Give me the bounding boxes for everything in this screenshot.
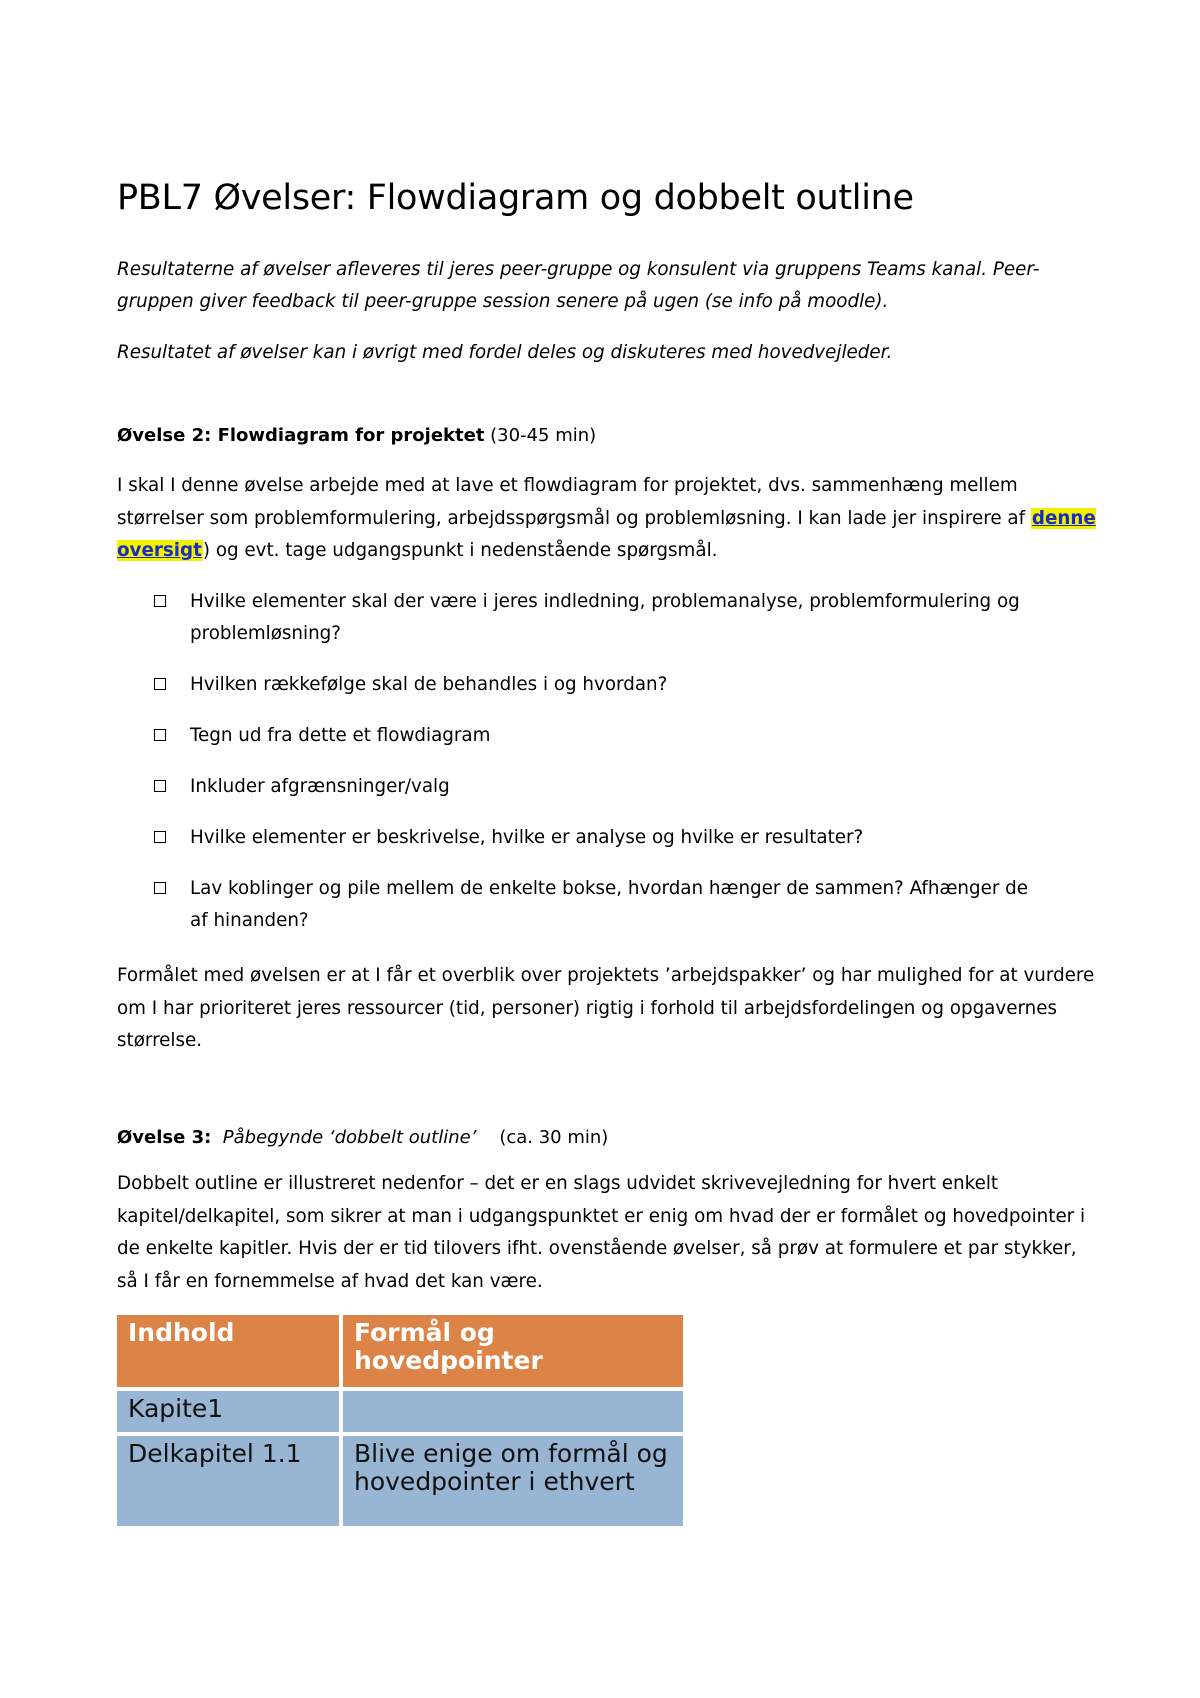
checklist-item [154,586,1034,650]
exercise-2-body-text: I skal I denne øvelse arbejde med at lave et flowdiagram for projektet, dvs. sammenhæng mellem størrelser som problemformulering, arbejdsspørgsmål og problemløsning. I kan lade jer inspirere af [117,475,1031,529]
exercise-3-heading [117,1127,608,1148]
table-header-formaal: Formål og hovedpointer [343,1315,683,1387]
table-row [117,1391,683,1432]
exercise-3-heading-duration: (ca. 30 min) [499,1127,609,1148]
exercise-2-purpose: Formålet med øvelsen er at I får et overblik over projektets ’arbejdspakker’ og har mulighed for at vurdere om I har prioriteret jeres ressourcer (tid, personer) rigtig i forhold til arbejdsfordelingen og opgavernes størrelse. [117,965,1095,1051]
checkbox-icon[interactable] [154,729,166,741]
table-cell [343,1391,683,1432]
checklist-item-label: Hvilke elementer skal der være i jeres indledning, problemanalyse, problemformulering og problemløsning? [190,591,1020,644]
checkbox-icon[interactable] [154,780,166,792]
exercise-2-heading [117,425,596,446]
checklist-item-label: Inkluder afgrænsninger/valg [190,776,450,797]
table-cell: Delkapitel 1.1 [117,1436,339,1526]
intro-paragraph-1: Resultaterne af øvelser afleveres til jeres peer-gruppe og konsulent via gruppens Teams kanal. Peer-gruppen giver feedback til peer-gruppe session senere på ugen (se info på moodle). [117,259,1040,312]
checklist-item-label: Hvilken rækkefølge skal de behandles i og hvordan? [190,674,668,695]
exercise-2-body-text-end: ) og evt. tage udgangspunkt i nedenstående spørgsmål. [202,540,718,561]
exercise-3-heading-bold: Øvelse 3: [117,1127,212,1148]
checklist-item-label: Lav koblinger og pile mellem de enkelte bokse, hvordan hænger de sammen? Afhænger de af hinanden? [190,878,1029,931]
exercise-3-heading-italic: Påbegynde ‘dobbelt outline’ [222,1127,477,1148]
checkbox-icon[interactable] [154,595,166,607]
table-header-indhold: Indhold [117,1315,339,1387]
denne-oversigt-link[interactable]: denne oversigt [117,507,1096,561]
checklist-item-label: Tegn ud fra dette et flowdiagram [190,725,491,746]
intro-paragraph-2: Resultatet af øvelser kan i øvrigt med fordel deles og diskuteres med hovedvejleder. [117,342,893,363]
exercise-2-body [117,470,1097,568]
checkbox-icon[interactable] [154,678,166,690]
exercise-2-heading-duration: (30-45 min) [484,425,597,446]
document-title: PBL7 Øvelser: Flowdiagram og dobbelt outline [117,178,914,218]
dobbelt-outline-table [113,1311,687,1530]
exercise-2-checklist [154,586,1034,956]
exercise-2-heading-bold: Øvelse 2: Flowdiagram for projektet [117,425,485,446]
checklist-item [154,771,1034,803]
checklist-item [154,669,1034,701]
table-cell: Kapite1 [117,1391,339,1432]
table-header-row [117,1315,683,1387]
checklist-item [154,720,1034,752]
checklist-item [154,873,1034,937]
checkbox-icon[interactable] [154,882,166,894]
table-cell: Blive enige om formål og hovedpointer i ethvert [343,1436,683,1526]
checklist-item [154,822,1034,854]
checklist-item-label: Hvilke elementer er beskrivelse, hvilke er analyse og hvilke er resultater? [190,827,864,848]
exercise-3-body: Dobbelt outline er illustreret nedenfor – det er en slags udvidet skrivevejledning for hvert enkelt kapitel/delkapitel, som sikrer at man i udgangspunktet er enig om hvad der er formålet og hovedpointer i de enkelte kapitler. Hvis der er tid tilovers ifht. ovenstående øvelser, så prøv at formulere et par stykker, så I får en fornemmelse af hvad det kan være. [117,1173,1086,1292]
table-row [117,1436,683,1526]
checkbox-icon[interactable] [154,831,166,843]
